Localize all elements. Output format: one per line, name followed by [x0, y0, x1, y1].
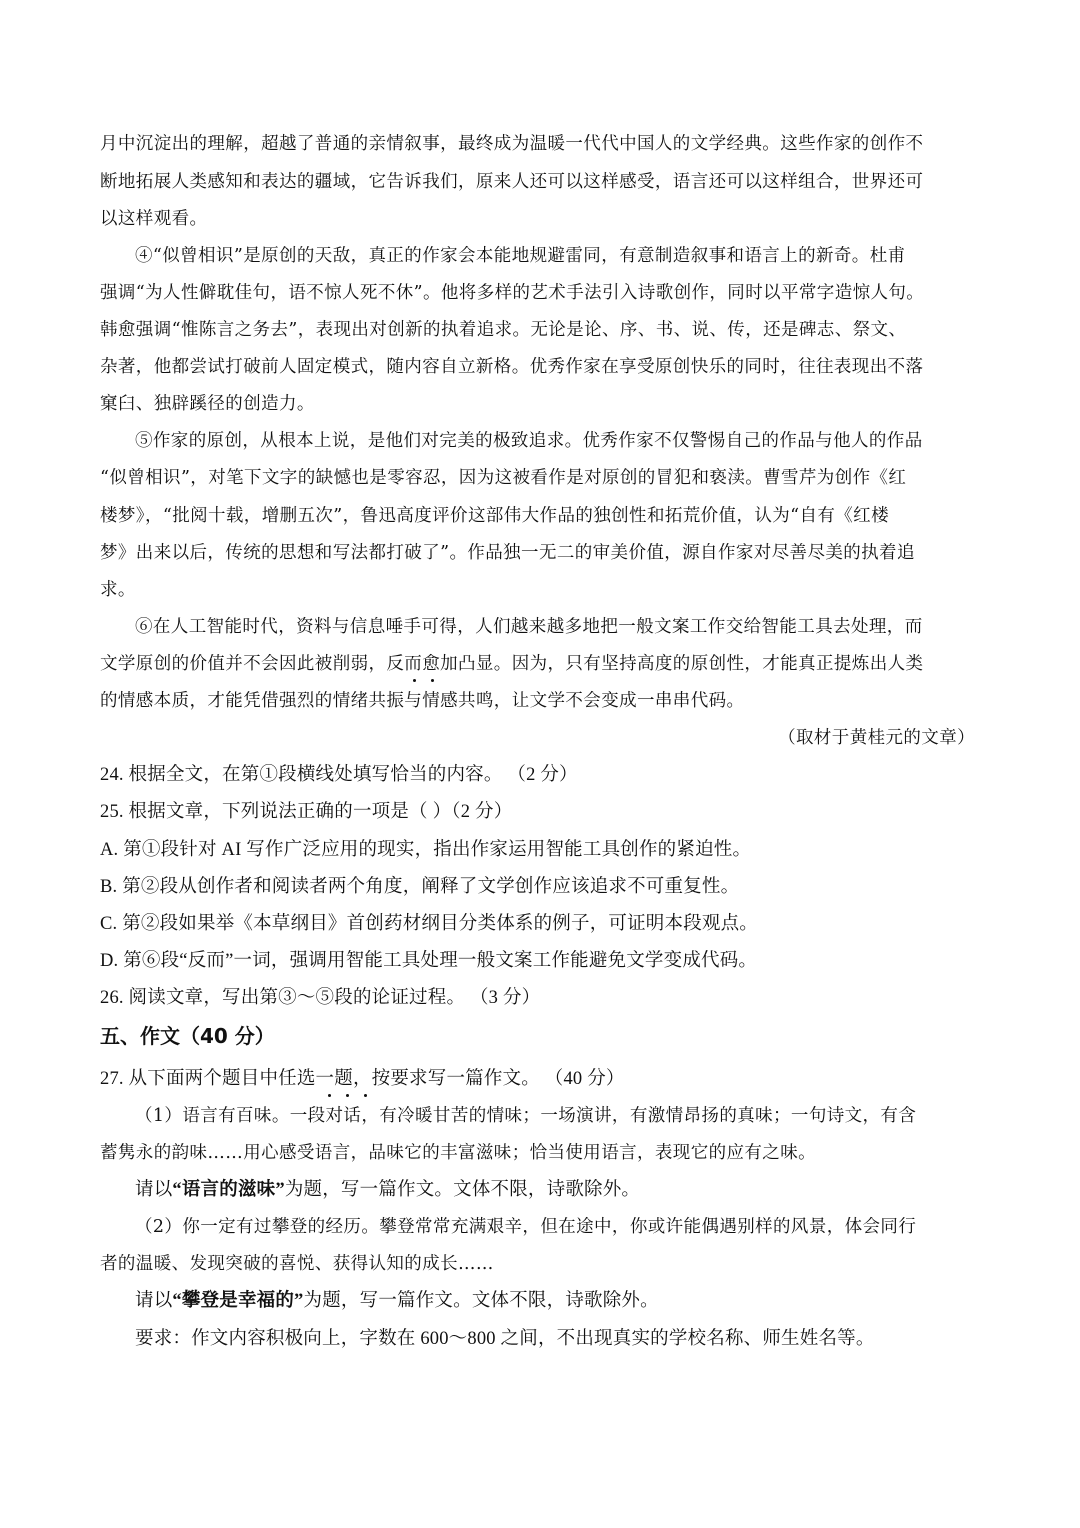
paragraph-4-line-3: 韩愈强调“惟陈言之务去”，表现出对创新的执着追求。无论是论、序、书、说、传，还是碑志、祭文、: [100, 320, 907, 340]
instruction-suffix: 为题，写一篇作文。文体不限，诗歌除外。: [284, 1180, 641, 1200]
paragraph-3-line-2: 断地拓展人类感知和表达的疆域，它告诉我们，原来人还可以这样感受，语言还可以这样组合，世界还可: [100, 172, 924, 192]
paragraph-6-line-2: 文学原创的价值并不会因此被削弱，反而愈加凸显。因为，只有坚持高度的原创性，才能真正提炼出人类: [100, 654, 924, 674]
paragraph-5-line-4: 梦》出来以后，传统的思想和写法都打破了”。作品独一无二的审美价值，源自作家对尽善尽美的执着追: [100, 543, 915, 563]
question-27: 27. 从下面两个题目中任选一题，按要求写一篇作文。 （40 分）: [100, 1069, 625, 1089]
paragraph-3-line-3: 以这样观看。: [100, 209, 208, 229]
emphasis-dot: [346, 1094, 349, 1097]
instruction-prefix: 请以: [135, 1291, 173, 1311]
emphasis-dot: [364, 1094, 367, 1097]
essay-requirement: 要求：作文内容积极向上，字数在 600～800 之间，不出现真实的学校名称、师生姓名等。: [135, 1329, 875, 1349]
emphasis-dot: [328, 1094, 331, 1097]
topic-1-instruction: [135, 1178, 640, 1202]
paragraph-5-line-1: ⑤作家的原创，从根本上说，是他们对完美的极致追求。优秀作家不仅警惕自己的作品与他人的作品: [135, 431, 923, 451]
topic-2-line-1: （2）你一定有过攀登的经历。攀登常常充满艰辛，但在途中，你或许能偶遇别样的风景，体会同行: [135, 1217, 917, 1237]
paragraph-6-line-3: 的情感本质，才能凭借强烈的情绪共振与情感共鸣，让文学不会变成一串串代码。: [100, 691, 745, 711]
topic-2-instruction: [135, 1289, 659, 1313]
topic-1-line-2: 蓄隽永的韵味……用心感受语言，品味它的丰富滋味；恰当使用语言，表现它的应有之味。: [100, 1143, 816, 1163]
topic-2-line-2: 者的温暖、发现突破的喜悦、获得认知的成长……: [100, 1254, 494, 1274]
paragraph-6-line-1: ⑥在人工智能时代，资料与信息唾手可得，人们越来越多地把一般文案工作交给智能工具去处理，而: [135, 617, 923, 637]
topic-2-title: “攀登是幸福的”: [172, 1291, 304, 1311]
emphasis-dot: [431, 679, 434, 682]
paragraph-4-line-5: 窠臼、独辟蹊径的创造力。: [100, 394, 315, 414]
question-25: 25. 根据文章，下列说法正确的一项是（ ）（2 分）: [100, 802, 513, 822]
instruction-suffix: 为题，写一篇作文。文体不限，诗歌除外。: [303, 1291, 659, 1311]
emphasis-dot: [413, 679, 416, 682]
option-c: C. 第②段如果举《本草纲目》首创药材纲目分类体系的例子，可证明本段观点。: [100, 914, 758, 934]
option-b: B. 第②段从创作者和阅读者两个角度，阐释了文学创作应该追求不可重复性。: [100, 877, 740, 897]
paragraph-4-line-4: 杂著，他都尝试打破前人固定模式，随内容自立新格。优秀作家在享受原创快乐的同时，往往表现出不落: [100, 357, 924, 377]
option-d: D. 第⑥段“反而”一词，强调用智能工具处理一般文案工作能避免文学变成代码。: [100, 951, 758, 971]
question-26: 26. 阅读文章，写出第③～⑤段的论证过程。 （3 分）: [100, 988, 541, 1008]
source-citation: （取材于黄桂元的文章）: [778, 728, 975, 748]
paragraph-5-line-2: “似曾相识”，对笔下文字的缺憾也是零容忍，因为这被看作是对原创的冒犯和亵渎。曹雪芹为创作《红: [100, 468, 907, 488]
paragraph-5-line-3: 楼梦》，“批阅十载，增删五次”，鲁迅高度评价这部伟大作品的独创性和拓荒价值，认为“自有《红楼: [100, 506, 889, 526]
paragraph-5-line-5: 求。: [100, 580, 136, 600]
question-24: 24. 根据全文，在第①段横线处填写恰当的内容。 （2 分）: [100, 765, 578, 785]
topic-1-line-1: （1）语言有百味。一段对话，有冷暖甘苦的情味；一场演讲，有激情昂扬的真味；一句诗文，有含: [135, 1106, 917, 1126]
paragraph-3-line-1: 月中沉淀出的理解，超越了普通的亲情叙事，最终成为温暖一代代中国人的文学经典。这些作家的创作不: [100, 134, 924, 154]
section-heading-essay: 五、作文（40 分）: [100, 1024, 275, 1048]
instruction-prefix: 请以: [135, 1180, 173, 1200]
paragraph-4-line-2: 强调“为人性僻耽佳句，语不惊人死不休”。他将多样的艺术手法引入诗歌创作，同时以平常字造惊人句。: [100, 283, 925, 303]
paragraph-4-line-1: ④“似曾相识”是原创的天敌，真正的作家会本能地规避雷同，有意制造叙事和语言上的新奇。杜甫: [135, 246, 906, 266]
topic-1-title: “语言的滋味”: [172, 1180, 285, 1200]
option-a: A. 第①段针对 AI 写作广泛应用的现实，指出作家运用智能工具创作的紧迫性。: [100, 840, 752, 860]
